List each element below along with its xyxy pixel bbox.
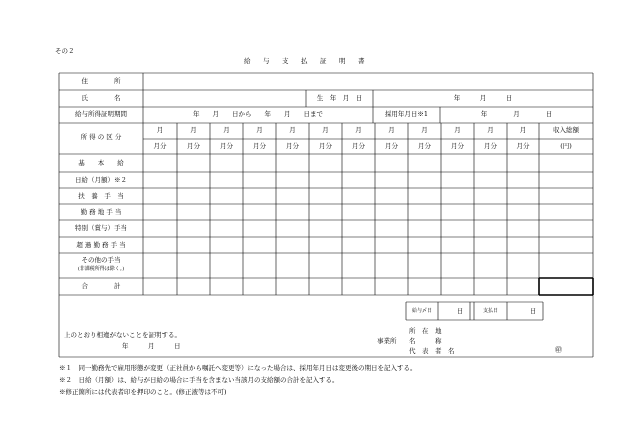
item-label-family-allowance: 扶 養 手 当 bbox=[78, 192, 124, 200]
form-number: その２ bbox=[55, 47, 75, 55]
month-label: 月 bbox=[519, 126, 527, 134]
name-label: 氏 名 bbox=[81, 94, 121, 102]
location-label: 所 在 地 bbox=[409, 327, 442, 335]
representative-label: 代 表 者 名 bbox=[409, 347, 455, 355]
payment-day: 日 bbox=[529, 307, 537, 315]
yen-unit-label: (円) bbox=[560, 142, 572, 150]
office-name-label: 名 称 bbox=[409, 337, 442, 345]
month-pay-label: 月分 bbox=[418, 142, 431, 150]
payment-day-label: 支払日 bbox=[482, 308, 498, 314]
period-label: 給与所得証明期間 bbox=[75, 110, 127, 118]
seal-mark: ㊞ bbox=[555, 346, 562, 354]
item-label-special-bonus: 特別（賞与）手当 bbox=[75, 224, 127, 232]
birth-date-label: 生 年 月 日 bbox=[316, 94, 363, 102]
income-category-label: 所 得 の 区 分 bbox=[80, 133, 122, 141]
certify-date: 年 月 日 bbox=[122, 342, 181, 350]
footnote-2: ※２ 日給（月額）は、給与が日給の場合に手当を含まない当該月の支給額の合計を記入する。 bbox=[59, 376, 339, 384]
address-label: 住 所 bbox=[81, 77, 121, 85]
total-pay-label: 収入総額 bbox=[553, 126, 579, 134]
birth-date-value: 年 月 日 bbox=[453, 94, 513, 102]
hire-date-label: 採用年月日※1 bbox=[384, 110, 429, 118]
month-label: 月 bbox=[322, 126, 329, 134]
month-pay-label: 月分 bbox=[187, 142, 200, 150]
certify-text: 上のとおり相違がないことを証明する。 bbox=[64, 331, 181, 339]
month-pay-label: 月分 bbox=[451, 142, 464, 150]
month-pay-label: 月分 bbox=[484, 142, 497, 150]
pay-cutoff-label: 給与〆日 bbox=[411, 308, 432, 314]
month-pay-label: 月分 bbox=[352, 142, 365, 150]
month-pay-label: 月分 bbox=[253, 142, 266, 150]
month-label: 月 bbox=[355, 126, 362, 134]
item-label-location-allowance: 勤 務 地 手 当 bbox=[80, 208, 122, 216]
office-label: 事業所 bbox=[377, 337, 397, 345]
month-pay-label: 月分 bbox=[153, 142, 167, 150]
month-label: 月 bbox=[421, 126, 428, 134]
item-label-base-pay: 基 本 給 bbox=[78, 159, 124, 167]
footnote-3: ※修正箇所には代表者印を押印のこと。(修正液等は不可) bbox=[59, 388, 227, 396]
month-label: 月 bbox=[223, 126, 230, 134]
month-label: 月 bbox=[289, 126, 296, 134]
month-label: 月 bbox=[156, 126, 164, 134]
footnote-1: ※１ 同一勤務先で雇用形態が変更（正社員から嘱託へ変更等）になった場合は、採用年月日は変更後の期日を記入する。 bbox=[59, 364, 417, 372]
month-pay-label: 月分 bbox=[319, 142, 332, 150]
item-label-overtime: 超 過 勤 務 手 当 bbox=[76, 241, 126, 249]
item-label-daily-wage: 日給（月額）※２ bbox=[75, 176, 127, 184]
period-value: 年 月 日から 年 月 日まで bbox=[193, 110, 323, 118]
month-label: 月 bbox=[454, 126, 461, 134]
item-label-other-note: (非課税所得は除く。) bbox=[77, 266, 125, 272]
month-label: 月 bbox=[190, 126, 197, 134]
month-label: 月 bbox=[256, 126, 263, 134]
month-pay-label: 月分 bbox=[385, 142, 398, 150]
page-title: 給 与 支 払 証 明 書 bbox=[244, 57, 368, 65]
hire-date-value: 年 月 日 bbox=[480, 110, 553, 118]
month-pay-label: 月分 bbox=[220, 142, 233, 150]
total-label: 合 計 bbox=[81, 282, 121, 290]
item-label-other-allowance: その他の手当 bbox=[81, 256, 121, 264]
month-pay-label: 月分 bbox=[286, 142, 299, 150]
pay-cutoff-day: 日 bbox=[456, 307, 464, 315]
month-label: 月 bbox=[487, 126, 494, 134]
month-label: 月 bbox=[388, 126, 395, 134]
month-pay-label: 月分 bbox=[516, 142, 530, 150]
